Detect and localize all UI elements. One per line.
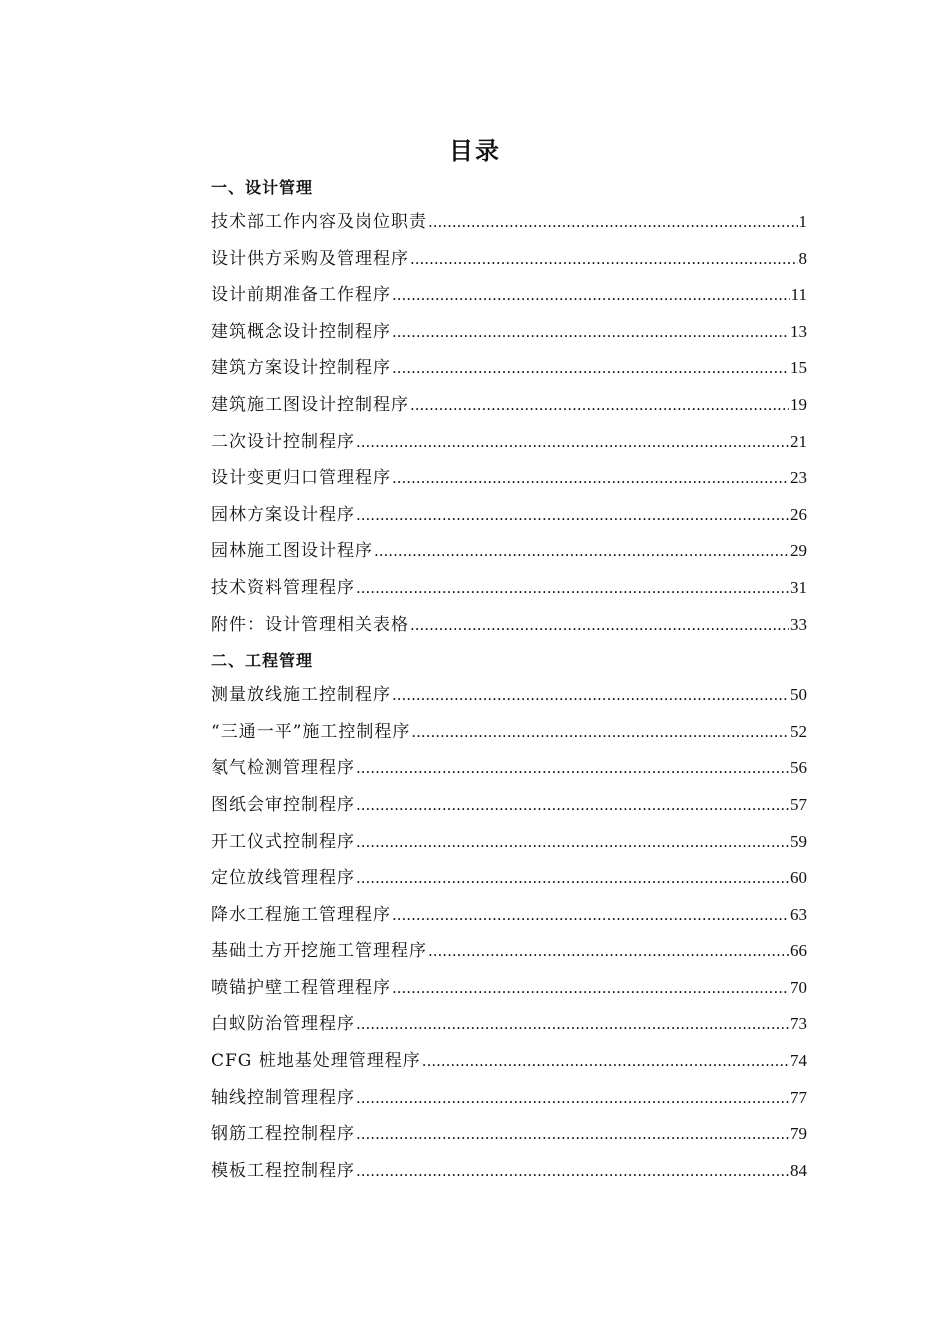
dot-leader <box>392 460 789 497</box>
dot-leader <box>411 714 789 751</box>
toc-entry-page: 79 <box>790 1124 807 1144</box>
toc-entry[interactable] <box>211 204 807 241</box>
toc-entry-label: 附件：设计管理相关表格 <box>211 614 409 635</box>
toc-entry[interactable] <box>211 387 807 424</box>
dot-leader <box>356 1116 789 1153</box>
toc-entry-label: 定位放线管理程序 <box>211 868 355 889</box>
toc-entry[interactable] <box>211 1043 807 1080</box>
dot-leader <box>410 387 789 424</box>
toc-entry-page: 73 <box>790 1014 807 1034</box>
toc-entry[interactable] <box>211 1080 807 1117</box>
toc-entry-page: 8 <box>798 248 807 268</box>
dot-leader <box>392 350 789 387</box>
toc-entry[interactable] <box>211 241 807 278</box>
toc-entry[interactable] <box>211 424 807 461</box>
toc-section-engineering <box>211 645 807 1189</box>
dot-leader <box>356 1080 789 1117</box>
dot-leader <box>356 570 789 607</box>
toc-entry-label: 园林方案设计程序 <box>211 504 355 525</box>
toc-entry[interactable] <box>211 787 807 824</box>
toc-entry[interactable] <box>211 824 807 861</box>
toc-entry-page: 11 <box>790 285 807 305</box>
dot-leader <box>410 241 798 278</box>
toc-entry-label: 钢筋工程控制程序 <box>211 1124 355 1145</box>
toc-entry-label: 建筑方案设计控制程序 <box>211 358 391 379</box>
toc-entry-label: 设计变更归口管理程序 <box>211 468 391 489</box>
dot-leader <box>392 897 789 934</box>
toc-entry-label: 技术部工作内容及岗位职责 <box>211 212 427 232</box>
toc-entry-label: 建筑施工图设计控制程序 <box>211 394 409 415</box>
toc-entry-page: 31 <box>790 577 807 597</box>
toc-entry-page: 13 <box>790 321 807 341</box>
toc-entry-label: 建筑概念设计控制程序 <box>211 321 391 342</box>
toc-entry[interactable] <box>211 897 807 934</box>
toc-entry[interactable] <box>211 277 807 314</box>
dot-leader <box>392 314 789 351</box>
toc-entry-label: 白蚁防治管理程序 <box>211 1014 355 1035</box>
toc-entry-page: 15 <box>790 358 807 378</box>
section-heading: 一、设计管理 <box>211 178 314 197</box>
toc-entry-page: 60 <box>790 868 807 888</box>
toc-entry-page: 74 <box>790 1051 807 1071</box>
dot-leader <box>356 424 789 461</box>
dot-leader <box>356 1006 789 1043</box>
toc-entry-label: 图纸会审控制程序 <box>211 794 355 815</box>
toc-entry-label: 测量放线施工控制程序 <box>211 685 391 706</box>
toc-entry-label: 喷锚护壁工程管理程序 <box>211 977 391 998</box>
toc-entry-label: CFG 桩地基处理管理程序 <box>211 1051 421 1072</box>
toc-entry-label: “三通一平”施工控制程序 <box>211 721 411 742</box>
toc-entry-page: 52 <box>790 721 807 741</box>
dot-leader <box>410 607 789 644</box>
dot-leader <box>392 277 790 314</box>
toc-section-design <box>211 172 807 643</box>
dot-leader <box>356 750 789 787</box>
toc-entry-page: 56 <box>790 758 807 778</box>
toc-entry[interactable] <box>211 860 807 897</box>
toc-entry-page: 57 <box>790 794 807 814</box>
section-heading: 二、工程管理 <box>211 651 314 671</box>
toc-entry[interactable] <box>211 1116 807 1153</box>
toc-entry[interactable] <box>211 533 807 570</box>
toc-entry-label: 氡气检测管理程序 <box>211 758 355 779</box>
toc-entry-page: 63 <box>790 904 807 924</box>
toc-entry-page: 29 <box>790 541 807 561</box>
toc-entry-page: 33 <box>790 614 807 634</box>
dot-leader <box>374 533 789 570</box>
toc-entry[interactable] <box>211 460 807 497</box>
dot-leader <box>428 204 798 241</box>
toc-entry-label: 设计前期准备工作程序 <box>211 285 391 306</box>
toc-title: 目录 <box>449 137 501 165</box>
toc-entry-page: 50 <box>790 685 807 705</box>
toc-entry[interactable] <box>211 607 807 644</box>
toc-entry-label: 开工仪式控制程序 <box>211 831 355 852</box>
dot-leader <box>356 787 789 824</box>
toc-entry-page: 70 <box>790 977 807 997</box>
toc-entry-label: 设计供方采购及管理程序 <box>211 248 409 269</box>
toc-entry[interactable] <box>211 1153 807 1190</box>
toc-entry-page: 77 <box>790 1087 807 1107</box>
toc-entry-label: 技术资料管理程序 <box>211 577 355 598</box>
dot-leader <box>392 677 789 714</box>
toc-entry-page: 19 <box>790 394 807 414</box>
toc-entry-label: 基础土方开挖施工管理程序 <box>211 941 427 962</box>
dot-leader <box>428 933 789 970</box>
toc-entry[interactable] <box>211 570 807 607</box>
toc-entry-label: 园林施工图设计程序 <box>211 541 373 562</box>
toc-entry-page: 23 <box>790 468 807 488</box>
toc-entry-page: 84 <box>790 1160 807 1180</box>
toc-entry[interactable] <box>211 750 807 787</box>
toc-entry-label: 轴线控制管理程序 <box>211 1087 355 1108</box>
toc-entry-page: 66 <box>790 941 807 961</box>
toc-entry[interactable] <box>211 714 807 751</box>
toc-entry[interactable] <box>211 677 807 714</box>
toc-entry[interactable] <box>211 1006 807 1043</box>
dot-leader <box>422 1043 789 1080</box>
toc-entry[interactable] <box>211 350 807 387</box>
toc-entry-page: 26 <box>790 504 807 524</box>
dot-leader <box>392 970 789 1007</box>
dot-leader <box>356 497 789 534</box>
toc-entry-page: 1 <box>798 212 807 231</box>
toc-entry-label: 降水工程施工管理程序 <box>211 904 391 925</box>
toc-entry[interactable] <box>211 497 807 534</box>
toc-entry-label: 模板工程控制程序 <box>211 1160 355 1181</box>
table-of-contents <box>211 172 807 1189</box>
dot-leader <box>356 1153 789 1190</box>
toc-entry[interactable] <box>211 970 807 1007</box>
dot-leader <box>356 824 789 861</box>
toc-entry-page: 21 <box>790 431 807 451</box>
toc-entry-label: 二次设计控制程序 <box>211 431 355 452</box>
toc-entry[interactable] <box>211 933 807 970</box>
toc-entry-page: 59 <box>790 831 807 851</box>
toc-entry[interactable] <box>211 314 807 351</box>
dot-leader <box>356 860 789 897</box>
